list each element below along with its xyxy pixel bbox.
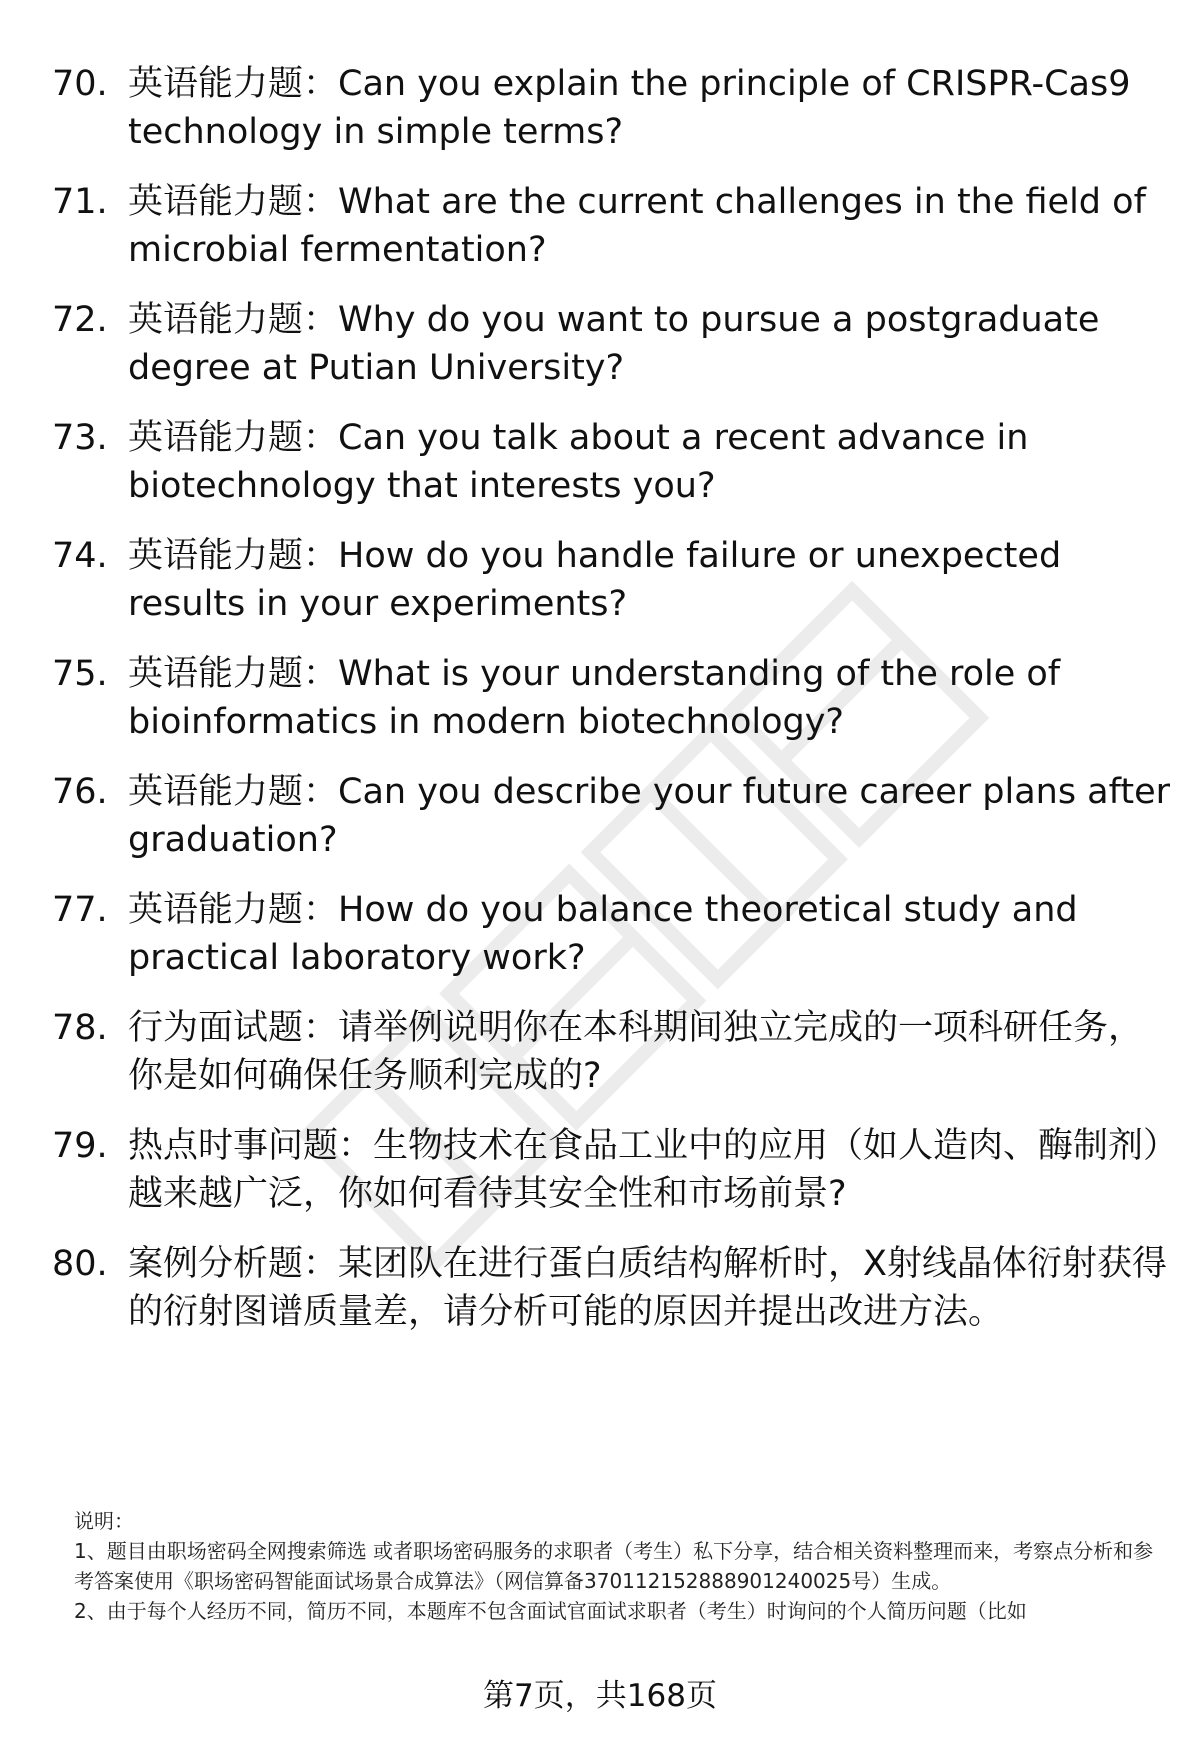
question-number: 77. — [52, 890, 108, 930]
question-item — [52, 650, 1172, 746]
question-item — [52, 296, 1172, 392]
question-text: 英语能力题：Can you talk about a recent advance in biotechnology that interests you? — [128, 418, 1029, 506]
notes-section — [74, 1506, 1154, 1626]
question-item — [52, 768, 1172, 864]
notes-item: 2、由于每个人经历不同，简历不同，本题库不包含面试官面试求职者（考生）时询问的个人简历问题（比如 — [74, 1599, 1027, 1623]
question-text: 英语能力题：How do you balance theoretical study and practical laboratory work? — [128, 890, 1078, 978]
notes-item: 1、题目由职场密码全网搜索筛选 或者职场密码服务的求职者（考生）私下分享，结合相关资料整理而来，考察点分析和参考答案使用《职场密码智能面试场景合成算法》（网信算备370112152888901240025号）生成。 — [74, 1539, 1154, 1593]
question-text: 英语能力题：Why do you want to pursue a postgraduate degree at Putian University? — [128, 300, 1100, 388]
notes-heading: 说明： — [74, 1509, 134, 1533]
question-number: 70. — [52, 64, 108, 104]
question-number: 74. — [52, 536, 108, 576]
question-item — [52, 60, 1172, 156]
question-item — [52, 886, 1172, 982]
question-number: 79. — [52, 1126, 108, 1166]
question-text: 行为面试题：请举例说明你在本科期间独立完成的一项科研任务，你是如何确保任务顺利完成的? — [128, 1008, 1144, 1096]
question-text: 案例分析题：某团队在进行蛋白质结构解析时，X射线晶体衍射获得的衍射图谱质量差，请分析可能的原因并提出改进方法。 — [128, 1244, 1167, 1332]
question-number: 72. — [52, 300, 108, 340]
question-text: 热点时事问题：生物技术在食品工业中的应用（如人造肉、酶制剂）越来越广泛，你如何看待其安全性和市场前景? — [128, 1126, 1161, 1214]
question-text: 英语能力题：How do you handle failure or unexpected results in your experiments? — [128, 536, 1062, 624]
question-number: 73. — [52, 418, 108, 458]
question-item — [52, 414, 1172, 510]
question-number: 78. — [52, 1008, 108, 1048]
question-item — [52, 1240, 1172, 1336]
question-text: 英语能力题：Can you describe your future career plans after graduation? — [128, 772, 1170, 860]
question-item — [52, 178, 1172, 274]
question-text: 英语能力题：Can you explain the principle of CRISPR-Cas9 technology in simple terms? — [128, 64, 1131, 152]
question-number: 75. — [52, 654, 108, 694]
question-number: 80. — [52, 1244, 108, 1284]
question-number: 71. — [52, 182, 108, 222]
question-text: 英语能力题：What is your understanding of the role of bioinformatics in modern biotechnology? — [128, 654, 1061, 742]
question-item — [52, 1004, 1172, 1100]
question-text: 英语能力题：What are the current challenges in the field of microbial fermentation? — [128, 182, 1146, 270]
page-number: 第7页，共168页 — [483, 1678, 717, 1714]
question-item — [52, 532, 1172, 628]
question-number: 76. — [52, 772, 108, 812]
question-item — [52, 1122, 1172, 1218]
